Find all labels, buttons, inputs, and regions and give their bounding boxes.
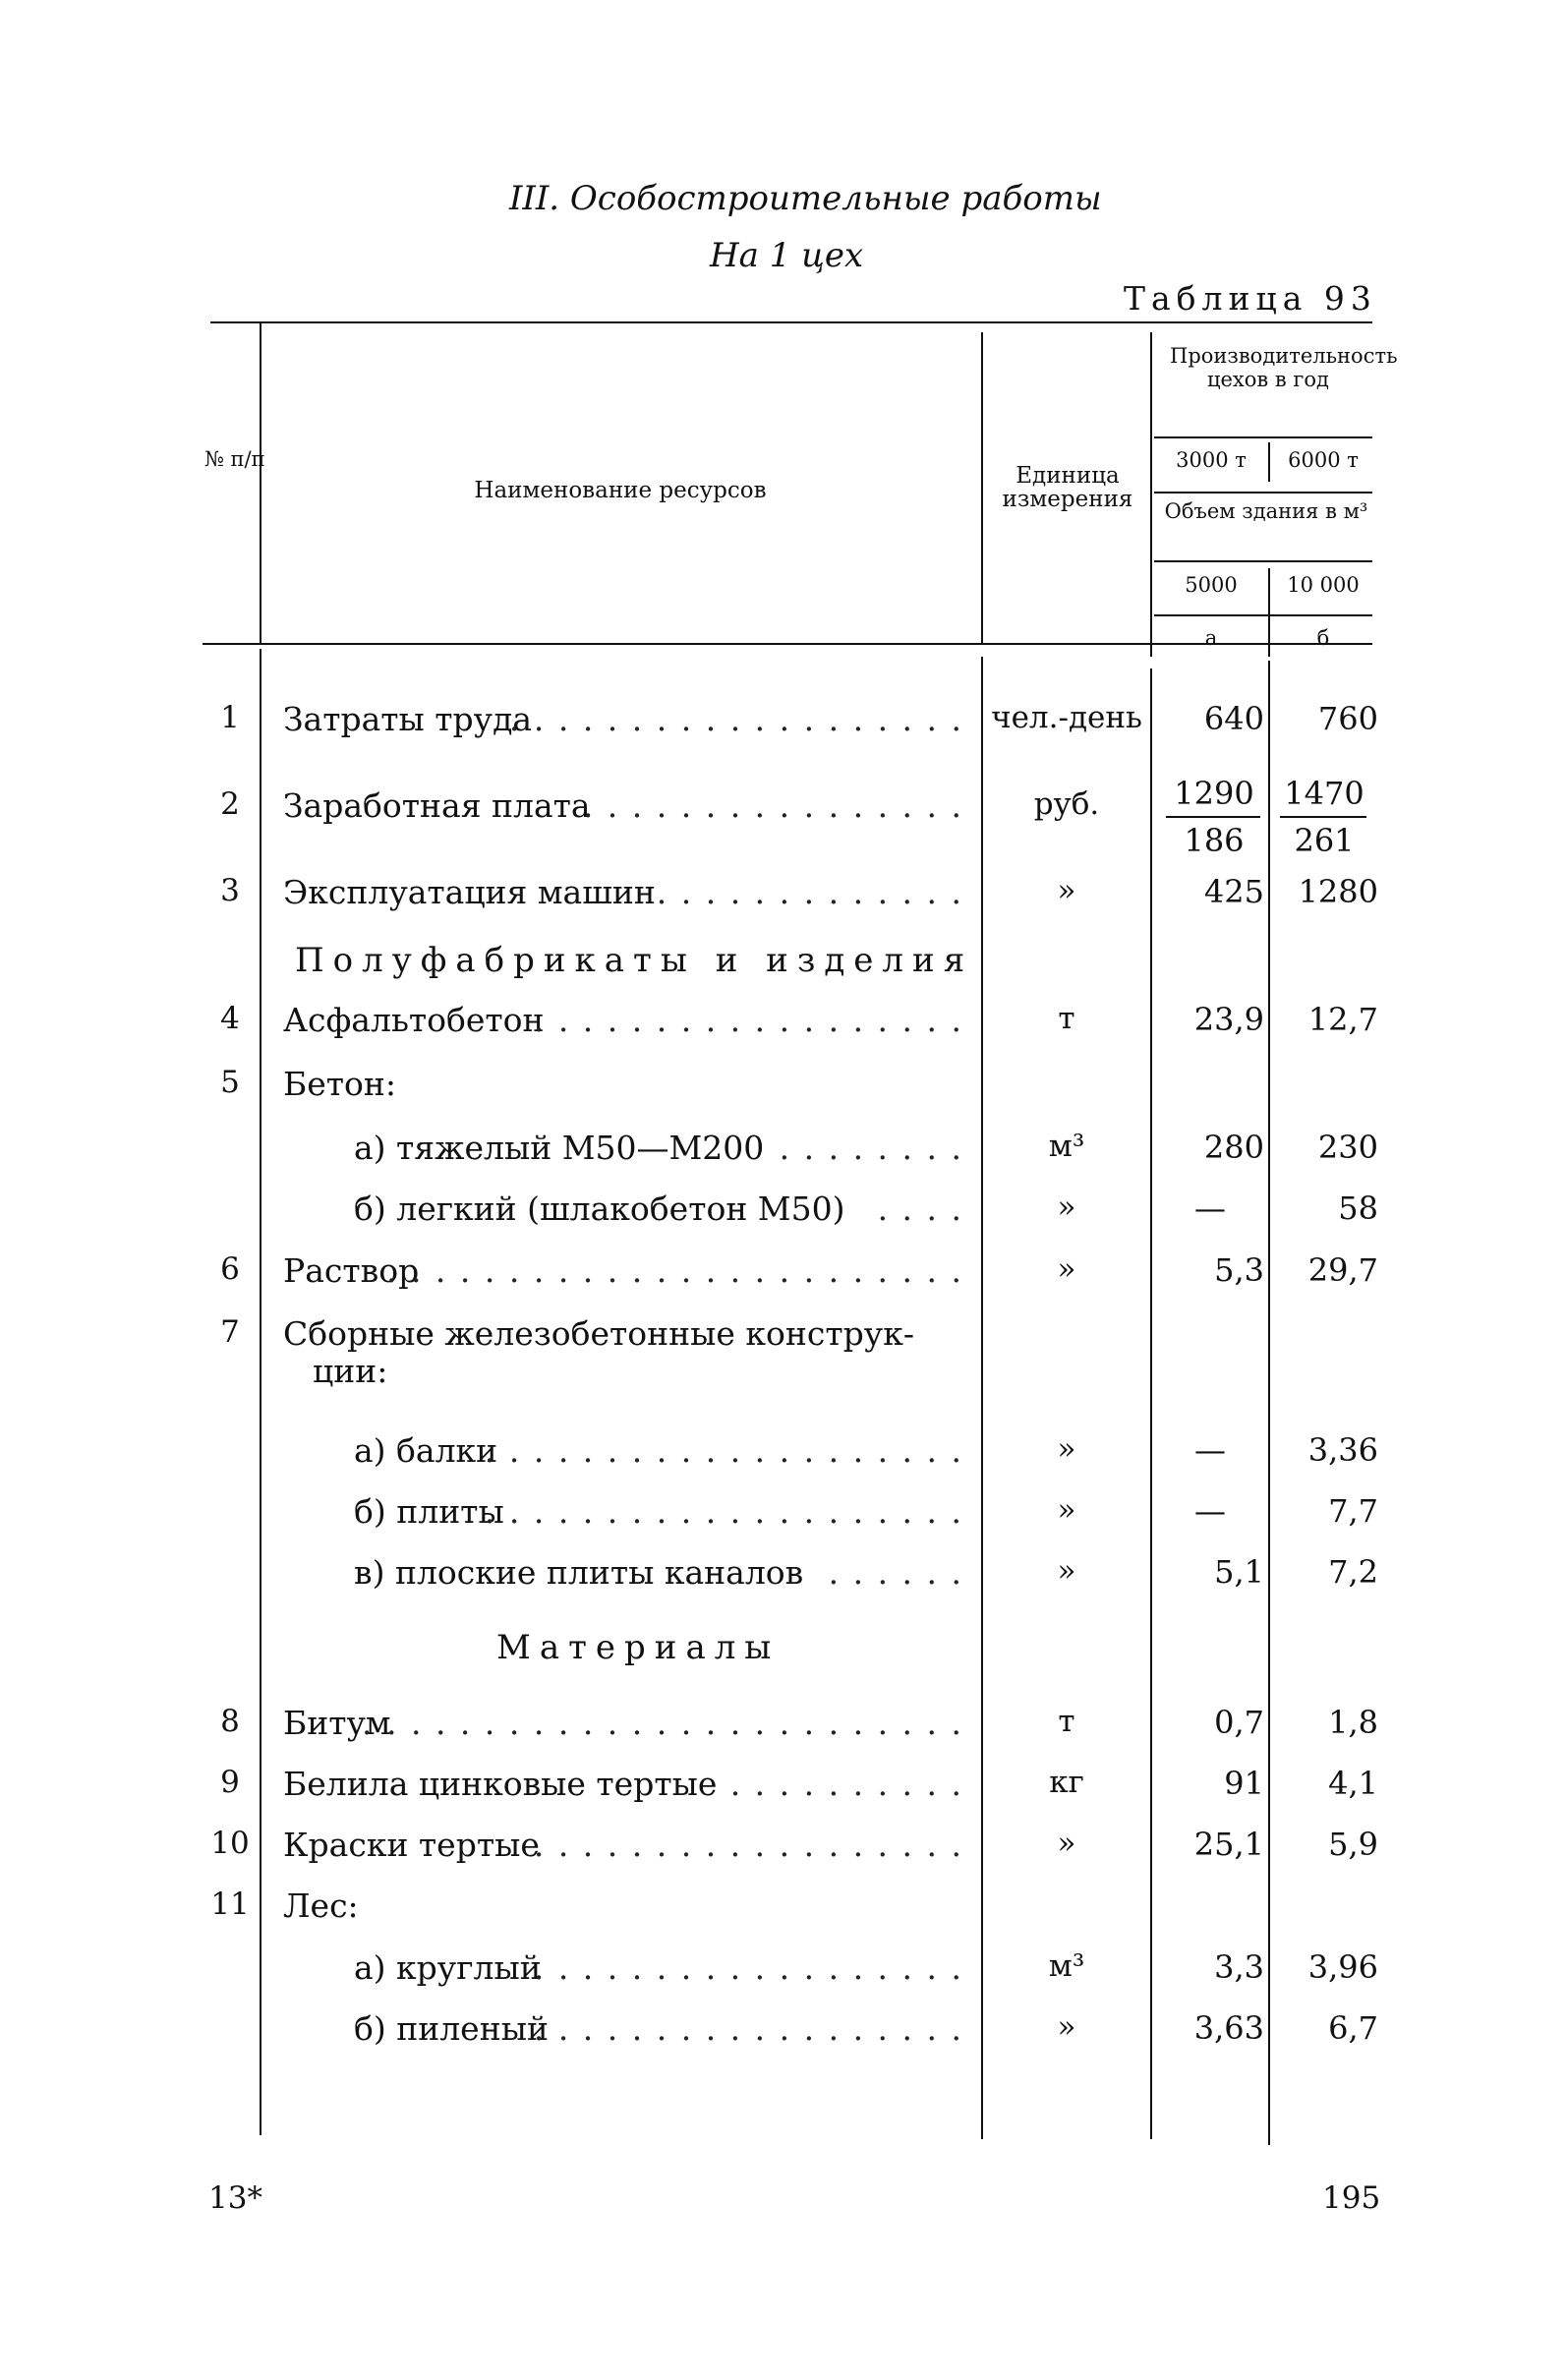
section-heading: Полуфабрикаты и изделия [295,941,974,980]
value-a: 91 [1224,1765,1264,1802]
unit-cell: чел.-день [991,700,1142,735]
header-col-divider-2 [981,332,983,643]
table-label: Таблица 93 [1124,279,1377,318]
resource-name: Эксплуатация машин [283,873,656,911]
col-letter-a: а [1204,626,1218,650]
unit-cell: м³ [1048,1129,1085,1164]
value-a: — [1194,1190,1226,1227]
leader-dots: . . . . . . . . . . . . . [656,873,963,911]
value-b: 12,7 [1307,1001,1378,1038]
resource-name: Лес: [283,1887,359,1925]
resource-name: Асфальтобетон [283,1001,545,1039]
value-b: 230 [1317,1129,1378,1166]
value-b: 4,1 [1328,1765,1378,1802]
resource-name: б) плиты [354,1492,504,1531]
capacity-b: 6000 т [1288,448,1359,472]
unit-cell: » [1057,1826,1076,1861]
per-unit-subtitle: На 1 цех [710,236,864,275]
unit-cell: » [1057,1492,1076,1528]
value-a-fraction-line [1166,816,1260,818]
value-b: 29,7 [1307,1251,1378,1289]
value-a: 5,1 [1214,1553,1264,1591]
unit-cell: » [1057,1251,1076,1287]
unit-cell: руб. [1033,786,1100,822]
body-col-divider-4 [1268,661,1270,2145]
header-sub-divider-a [1268,442,1270,482]
footer-left-mark: 13* [208,2180,262,2216]
value-a: 25,1 [1193,1826,1264,1863]
value-a: — [1194,1492,1226,1530]
col-num-header: № п/п [204,447,265,471]
header-volume-rule [1154,492,1372,493]
resource-name: Затраты труда [283,700,533,738]
value-a: 5,3 [1214,1251,1264,1289]
value-b: 5,9 [1328,1826,1378,1863]
leader-dots: . . . . . . . . . . . . . . . . . . [533,1826,963,1864]
unit-cell: » [1057,1190,1076,1225]
section-title: III. Особостроительные работы [509,179,1102,218]
header-sub-divider-b [1268,568,1270,657]
leader-dots: . . . . . . . . . . . . . . . . . . . [508,700,963,738]
col-unit-header: Единица измерения [1002,463,1133,512]
value-a: 640 [1203,700,1264,737]
value-a-bottom: 186 [1184,822,1245,859]
leader-dots: . . . . . . . . . . . . . . . . . . [533,2009,963,2048]
value-b: 3,96 [1307,1948,1378,1986]
leader-dots: . . . . . . . . . . . . . . . . . . [533,1001,963,1039]
value-b: 760 [1317,700,1378,737]
row-number: 11 [210,1887,250,1922]
unit-cell: » [1057,1553,1076,1589]
value-b-bottom: 261 [1294,822,1355,859]
unit-cell: » [1057,873,1076,908]
unit-cell: » [1057,1431,1076,1467]
row-number: 8 [220,1704,240,1739]
value-a: 3,3 [1214,1948,1264,1986]
resource-name: Сборные железобетонные конструк- [283,1314,914,1353]
row-number: 5 [220,1065,240,1100]
unit-cell: м³ [1048,1948,1085,1984]
value-b: 6,7 [1328,2009,1378,2047]
resource-name: а) тяжелый М50—М200 [354,1129,765,1167]
resource-name: в) плоские плиты каналов [354,1553,804,1592]
value-a: 425 [1203,873,1264,910]
row-number: 4 [220,1001,240,1036]
unit-cell: т [1058,1704,1075,1739]
value-a: 0,7 [1214,1704,1264,1741]
page-number: 195 [1322,2180,1381,2216]
value-b: 7,7 [1328,1492,1378,1530]
header-volume-values-rule [1154,560,1372,562]
resource-name: б) пиленый [354,2009,549,2048]
resource-name: Краски тертые [283,1826,540,1864]
value-a: 23,9 [1193,1001,1264,1038]
leader-dots: . . . . . . . . . . . . . . . . . . . . . . . . . [362,1704,963,1742]
leader-dots: . . . . [877,1190,963,1228]
table-top-rule [210,321,1372,323]
row-number: 6 [220,1251,240,1287]
unit-cell: кг [1049,1765,1084,1800]
resource-name: Заработная плата [283,786,591,825]
unit-cell: т [1058,1001,1075,1036]
leader-dots: . . . . . . . . . . . . . . . . . . [533,1948,963,1987]
value-b-top: 1470 [1284,775,1364,812]
value-b: 7,2 [1328,1553,1378,1591]
volume-b: 10 000 [1287,573,1360,597]
value-b: 58 [1338,1190,1378,1227]
col-name-header: Наименование ресурсов [474,478,767,503]
header-capacity-rule [1154,436,1372,438]
leader-dots: . . . . . . [828,1553,963,1592]
resource-name: Белила цинковые тертые [283,1765,718,1803]
resource-name: Бетон: [283,1065,397,1103]
unit-cell: » [1057,2009,1076,2045]
volume-a: 5000 [1185,573,1238,597]
leader-dots: . . . . . . . . . . . . . . . . . . . . . . . . [385,1251,963,1290]
value-a-top: 1290 [1174,775,1254,812]
leader-dots: . . . . . . . . [779,1129,963,1167]
value-a: 280 [1203,1129,1264,1166]
header-col-letter-rule [1154,614,1372,616]
resource-name: Раствор [283,1251,420,1290]
capacity-title: Производительность цехов в год [1170,344,1398,391]
leader-dots: . . . . . . . . . . . . . . . . [582,786,963,825]
leader-dots: . . . . . . . . . . [729,1765,963,1803]
row-number: 9 [220,1765,240,1800]
resource-name: Битум [283,1704,391,1742]
row-number: 1 [220,700,240,735]
value-b: 1,8 [1328,1704,1378,1741]
value-b: 3,36 [1307,1431,1378,1469]
resource-name: б) легкий (шлакобетон М50) [354,1190,845,1228]
header-col-divider-3 [1150,332,1152,657]
volume-title: Объем здания в м³ [1164,499,1368,523]
leader-dots: . . . . . . . . . . . . . . . . . . . . [484,1431,963,1470]
row-number: 10 [210,1826,250,1861]
value-a: — [1194,1431,1226,1469]
section-heading: Материалы [496,1628,781,1667]
value-b: 1280 [1298,873,1378,910]
leader-dots: . . . . . . . . . . . . . . . . . . . . [484,1492,963,1531]
resource-name: а) круглый [354,1948,542,1987]
row-number: 7 [220,1314,240,1350]
resource-name-continued: ции: [313,1352,388,1390]
row-number: 3 [220,873,240,908]
capacity-a: 3000 т [1176,448,1247,472]
value-b-fraction-line [1280,816,1366,818]
body-col-divider-1 [260,649,261,2135]
row-number: 2 [220,786,240,822]
resource-name: а) балки [354,1431,498,1470]
value-a: 3,63 [1193,2009,1264,2047]
col-letter-b: б [1316,626,1330,650]
body-col-divider-3 [1150,668,1152,2139]
